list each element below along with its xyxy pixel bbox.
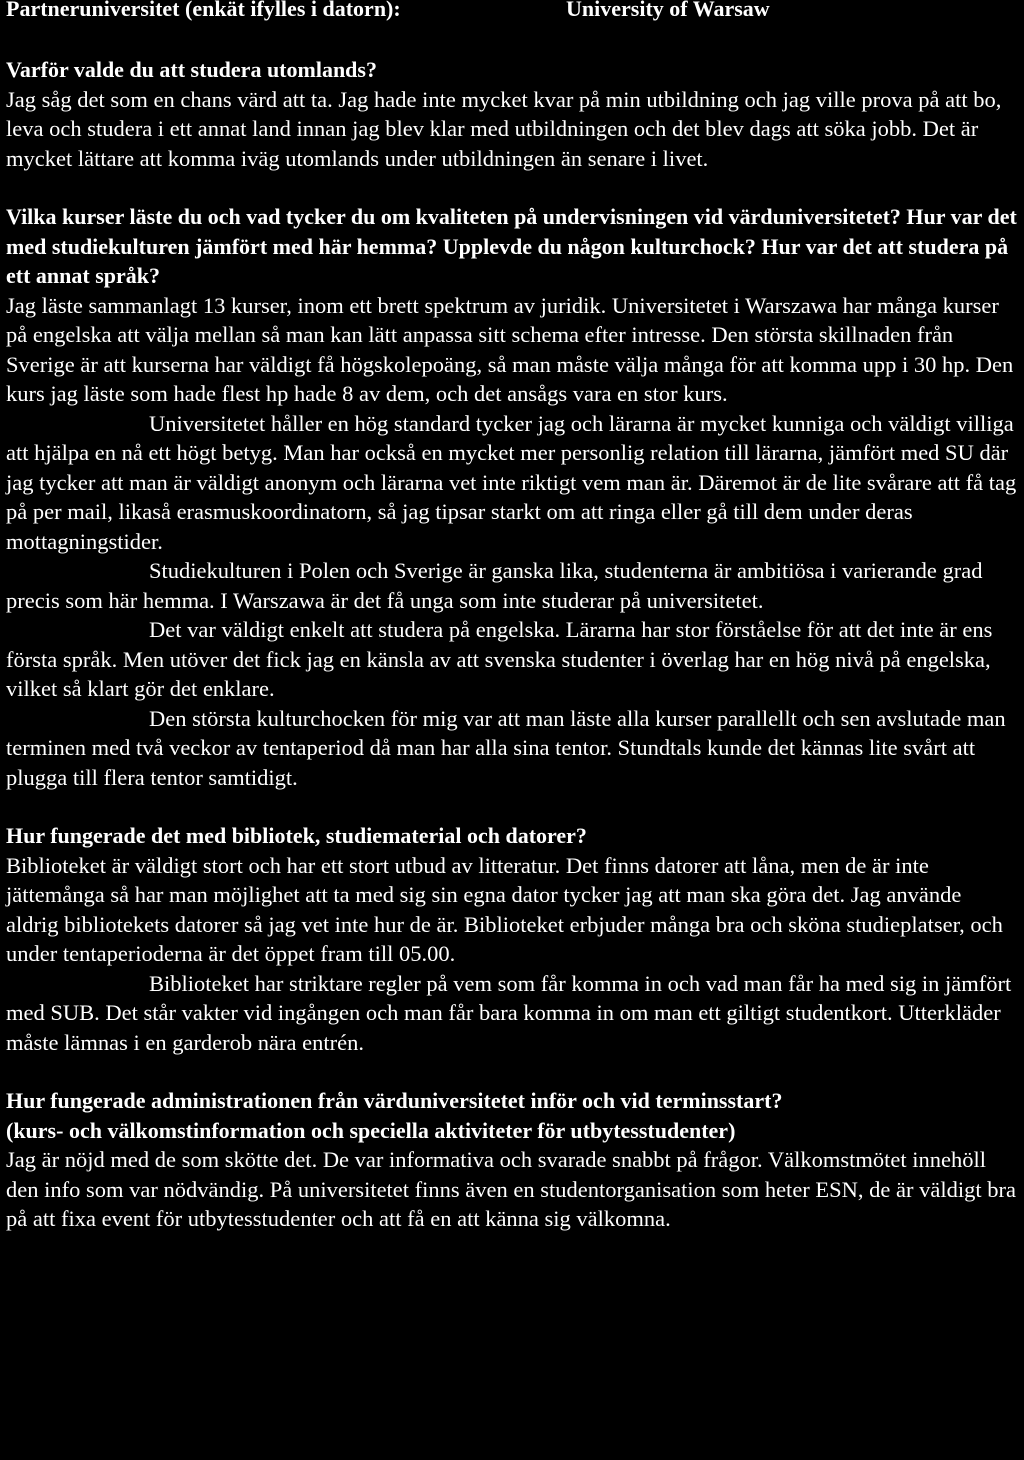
answer-courses-p4: Det var väldigt enkelt att studera på engelska. Lärarna har stor förståelse för att det inte är ens första språk. Men utöver det fick jag en känsla av att svenska studenter i överlag har en hög nivå på engelska, vilket så klart gör det enklare. [6,617,993,701]
section-library [6,821,1018,1057]
partner-university-label: Partneruniversitet (enkät ifylles i datorn): [6,0,401,21]
question-administration-line2: (kurs- och välkomstinformation och speciella aktiviteter för utbytesstudenter) [6,1117,736,1143]
answer-courses-p2: Universitetet håller en hög standard tycker jag och lärarna är mycket kunniga och väldigt villiga att hjälpa en nå ett högt betyg. Man har också en mycket mer personlig relation till lärarna, jämfört med SU där jag tycker att man är väldigt anonym och lärarna vet inte riktigt vem man är. Däremot är de lite svårare att få tag på per mail, likaså erasmuskoordinatorn, så jag tipsar starkt om att ringa eller gå till dem under deras mottagningstider. [6,410,1017,554]
answer-courses-p5: Den största kulturchocken för mig var att man läste alla kurser parallellt och sen avslutade man terminen med två veckor av tentaperiod då man har alla sina tentor. Stundtals kunde det kännas lite svårt att plugga till flera tentor samtidigt. [6,705,1006,790]
question-courses: Vilka kurser läste du och vad tycker du om kvaliteten på undervisningen vid värduniversitetet? Hur var det med studiekulturen jämfört med här hemma? Upplevde du någon kulturchock? Hur var det att studera på ett annat språk? [6,204,1017,288]
section-courses [6,202,1018,792]
question-why-abroad: Varför valde du att studera utomlands? [6,57,377,82]
answer-why-abroad: Jag såg det som en chans värd att ta. Jag hade inte mycket kvar på min utbildning och jag ville prova på att bo, leva och studera i ett annat land innan jag blev klar med utbildningen och det blev dags att söka jobb. Det är mycket lättare att komma iväg utomlands under utbildningen än senare i livet. [6,86,1002,171]
answer-library-p1: Biblioteket är väldigt stort och har ett stort utbud av litteratur. Det finns datorer att låna, men de är inte jättemånga så har man möjlighet att ta med sig sin egna dator tycker jag att man ska göra det. Jag använde aldrig bibliotekets datorer så jag vet inte hur de är. Biblioteket erbjuder många bra och sköna studieplatser, och under tentaperioderna är det öppet fram till 05.00. [6,852,1003,966]
answer-administration: Jag är nöjd med de som skötte det. De var informativa och svarade snabbt på frågor. Välkomstmötet innehöll den info som var nödvändig. På universitetet finns även en studentorganisation som heter ESN, de är väldigt bra på att fixa event för utbytesstudenter och att få en att känna sig välkomna. [6,1147,1016,1231]
question-library: Hur fungerade det med bibliotek, studiematerial och datorer? [6,823,587,848]
answer-courses-p3: Studiekulturen i Polen och Sverige är ganska lika, studenterna är ambitiösa i varierande grad precis som här hemma. I Warszawa är det få unga som inte studerar på universitetet. [6,558,983,613]
answer-library-p2: Biblioteket har striktare regler på vem som får komma in och vad man får ha med sig in jämfört med SUB. Det står vakter vid ingången och man får bara komma in om man ett giltigt studentkort. Utterkläder måste lämnas i en garderob nära entrén. [6,970,1012,1055]
question-administration-line1: Hur fungerade administrationen från värduniversitetet inför och vid terminsstart? [6,1088,783,1113]
answer-courses-p1: Jag läste sammanlagt 13 kurser, inom ett brett spektrum av juridik. Universitetet i Warszawa har många kurser på engelska att välja mellan så man kan lätt anpassa sitt schema efter intresse. Den största skillnaden från Sverige är att kurserna har väldigt få högskolepoäng, så man måste välja många för att komma upp i 30 hp. Den kurs jag läste som hade flest hp hade 8 av dem, och det ansågs vara en stor kurs. [6,292,1014,406]
partner-university-header [6,0,1018,24]
document-page [6,0,1018,1234]
section-why-abroad [6,55,1018,173]
section-administration [6,1086,1018,1234]
partner-university-value: University of Warsaw [566,0,770,21]
